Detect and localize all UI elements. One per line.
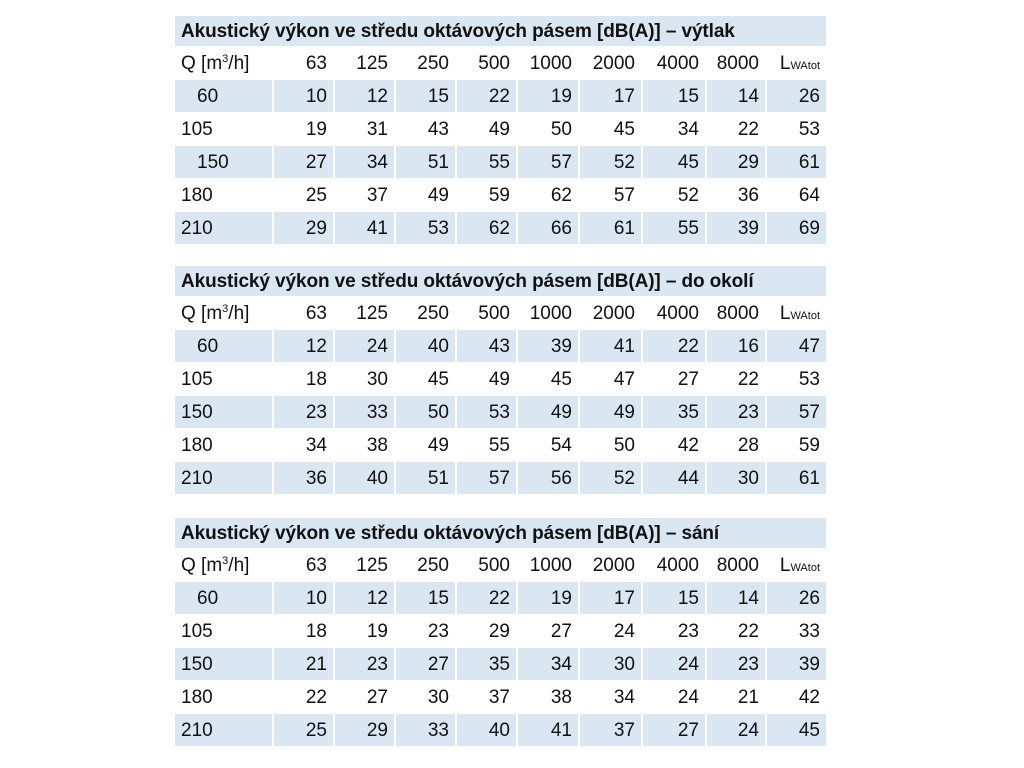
q-value: 180 [181,185,213,206]
value-cell: 23 [677,621,699,642]
table-row [175,648,826,680]
value-cell: 51 [396,462,455,494]
value-cell: 30 [580,648,641,680]
value-cell: 39 [767,648,826,680]
value-cell: 66 [518,212,578,244]
table-header-row [175,297,826,329]
acoustic-table-vytlak [175,16,826,244]
value-cell: 51 [396,146,455,178]
header-4000: 4000 [656,303,699,324]
value-cell: 27 [396,648,455,680]
value-cell: 37 [488,687,510,708]
q-value: 60 [175,80,272,112]
q-value: 210 [175,462,272,494]
header-2000: 2000 [592,303,635,324]
value-cell: 22 [737,621,759,642]
value-cell: 19 [305,119,327,140]
value-cell: 26 [767,80,826,112]
q-value: 105 [181,621,213,642]
value-cell: 54 [550,435,572,456]
header-125: 125 [356,303,388,324]
header-2000: 2000 [592,555,635,576]
header-1000: 1000 [529,555,572,576]
value-cell: 33 [396,714,455,746]
value-cell: 41 [335,212,394,244]
table-row [175,462,826,494]
value-cell: 59 [798,435,820,456]
value-cell: 34 [677,119,699,140]
value-cell: 37 [580,714,641,746]
value-cell: 57 [767,396,826,428]
value-cell: 30 [366,369,388,390]
value-cell: 57 [457,462,516,494]
q-value: 180 [181,687,213,708]
q-value: 60 [175,582,272,614]
table-title: Akustický výkon ve středu oktávových pásem [dB(A)] – sání [175,518,826,548]
value-cell: 25 [305,185,327,206]
value-cell: 25 [274,714,333,746]
value-cell: 50 [396,396,455,428]
q-value: 210 [175,714,272,746]
value-cell: 14 [707,582,765,614]
value-cell: 43 [427,119,449,140]
table-row [175,396,826,428]
value-cell: 64 [798,185,820,206]
value-cell: 36 [274,462,333,494]
q-value: 180 [181,435,213,456]
value-cell: 49 [518,396,578,428]
value-cell: 12 [274,330,333,362]
value-cell: 55 [457,146,516,178]
value-cell: 34 [305,435,327,456]
value-cell: 40 [457,714,516,746]
table-header-row [175,549,826,581]
value-cell: 10 [274,80,333,112]
q-value: 210 [175,212,272,244]
value-cell: 22 [457,582,516,614]
value-cell: 49 [427,435,449,456]
table-title: Akustický výkon ve středu oktávových pásem [dB(A)] – do okolí [175,266,826,296]
value-cell: 30 [427,687,449,708]
value-cell: 24 [677,687,699,708]
value-cell: 45 [643,146,705,178]
value-cell: 22 [737,119,759,140]
header-63: 63 [305,303,327,324]
value-cell: 55 [643,212,705,244]
table-row [175,80,826,112]
table-header-row [175,47,826,79]
value-cell: 17 [580,80,641,112]
acoustic-table-sani [175,518,826,746]
q-value: 150 [175,648,272,680]
value-cell: 23 [427,621,449,642]
value-cell: 22 [643,330,705,362]
value-cell: 45 [550,369,572,390]
value-cell: 62 [457,212,516,244]
value-cell: 22 [737,369,759,390]
value-cell: 61 [580,212,641,244]
value-cell: 62 [550,185,572,206]
value-cell: 40 [396,330,455,362]
header-8000: 8000 [716,555,759,576]
value-cell: 40 [335,462,394,494]
header-250: 250 [417,53,449,74]
header-lwatot: LWAtot [779,53,820,74]
header-125: 125 [356,555,388,576]
header-8000: 8000 [716,53,759,74]
header-4000: 4000 [656,53,699,74]
header-500: 500 [478,53,510,74]
value-cell: 24 [643,648,705,680]
header-250: 250 [417,555,449,576]
q-value: 150 [175,146,272,178]
table-row [175,582,826,614]
value-cell: 44 [643,462,705,494]
header-q: Q $[m^3/h]$ [181,303,250,324]
value-cell: 61 [767,146,826,178]
value-cell: 16 [707,330,765,362]
value-cell: 27 [274,146,333,178]
q-value: 105 [181,119,213,140]
header-4000: 4000 [656,555,699,576]
value-cell: 26 [767,582,826,614]
value-cell: 23 [707,396,765,428]
table-row [175,212,826,244]
value-cell: 33 [335,396,394,428]
value-cell: 33 [798,621,820,642]
header-8000: 8000 [716,303,759,324]
value-cell: 27 [366,687,388,708]
value-cell: 22 [457,80,516,112]
value-cell: 12 [335,80,394,112]
value-cell: 50 [613,435,635,456]
value-cell: 38 [366,435,388,456]
value-cell: 24 [613,621,635,642]
value-cell: 15 [643,582,705,614]
value-cell: 35 [643,396,705,428]
value-cell: 56 [518,462,578,494]
value-cell: 49 [488,369,510,390]
table-title: Akustický výkon ve středu oktávových pásem [dB(A)] – výtlak [175,16,826,46]
value-cell: 24 [335,330,394,362]
value-cell: 24 [707,714,765,746]
value-cell: 21 [274,648,333,680]
table-row [175,615,826,647]
value-cell: 22 [305,687,327,708]
value-cell: 15 [396,80,455,112]
q-value: 150 [175,396,272,428]
value-cell: 41 [580,330,641,362]
value-cell: 23 [335,648,394,680]
header-63: 63 [305,555,327,576]
value-cell: 69 [767,212,826,244]
header-2000: 2000 [592,53,635,74]
q-value: 105 [181,369,213,390]
header-1000: 1000 [529,53,572,74]
value-cell: 17 [580,582,641,614]
value-cell: 14 [707,80,765,112]
value-cell: 10 [274,582,333,614]
value-cell: 53 [396,212,455,244]
value-cell: 53 [457,396,516,428]
value-cell: 57 [518,146,578,178]
value-cell: 50 [550,119,572,140]
value-cell: 12 [335,582,394,614]
value-cell: 43 [457,330,516,362]
value-cell: 15 [643,80,705,112]
value-cell: 23 [707,648,765,680]
value-cell: 45 [427,369,449,390]
value-cell: 29 [335,714,394,746]
value-cell: 23 [274,396,333,428]
q-value: 60 [175,330,272,362]
value-cell: 18 [305,369,327,390]
value-cell: 34 [335,146,394,178]
value-cell: 39 [707,212,765,244]
acoustic-table-do-okoli [175,266,826,494]
value-cell: 57 [613,185,635,206]
header-lwatot: LWAtot [779,555,820,576]
header-63: 63 [305,53,327,74]
table-row [175,714,826,746]
value-cell: 42 [677,435,699,456]
value-cell: 30 [707,462,765,494]
header-500: 500 [478,555,510,576]
header-250: 250 [417,303,449,324]
value-cell: 52 [580,462,641,494]
value-cell: 29 [274,212,333,244]
value-cell: 34 [518,648,578,680]
value-cell: 52 [677,185,699,206]
value-cell: 29 [707,146,765,178]
value-cell: 29 [488,621,510,642]
table-row [175,363,826,395]
value-cell: 49 [488,119,510,140]
value-cell: 19 [366,621,388,642]
value-cell: 21 [737,687,759,708]
value-cell: 59 [488,185,510,206]
value-cell: 53 [798,119,820,140]
value-cell: 49 [427,185,449,206]
table-row [175,681,826,713]
value-cell: 55 [488,435,510,456]
value-cell: 34 [613,687,635,708]
value-cell: 19 [518,80,578,112]
value-cell: 37 [366,185,388,206]
value-cell: 31 [366,119,388,140]
value-cell: 52 [580,146,641,178]
value-cell: 45 [613,119,635,140]
value-cell: 38 [550,687,572,708]
header-lwatot: LWAtot [779,303,820,324]
value-cell: 19 [518,582,578,614]
header-500: 500 [478,303,510,324]
value-cell: 28 [737,435,759,456]
header-q: Q $[m^3/h]$ [181,555,250,576]
table-row [175,146,826,178]
value-cell: 53 [798,369,820,390]
value-cell: 45 [767,714,826,746]
header-125: 125 [356,53,388,74]
value-cell: 27 [643,714,705,746]
table-row [175,429,826,461]
value-cell: 18 [305,621,327,642]
value-cell: 39 [518,330,578,362]
value-cell: 15 [396,582,455,614]
value-cell: 61 [767,462,826,494]
value-cell: 47 [767,330,826,362]
table-row [175,330,826,362]
header-1000: 1000 [529,303,572,324]
value-cell: 42 [798,687,820,708]
value-cell: 49 [580,396,641,428]
table-row [175,179,826,211]
value-cell: 41 [518,714,578,746]
value-cell: 27 [677,369,699,390]
value-cell: 47 [613,369,635,390]
value-cell: 36 [737,185,759,206]
value-cell: 35 [457,648,516,680]
table-row [175,113,826,145]
header-q: Q $[m^3/h]$ [181,53,250,74]
value-cell: 27 [550,621,572,642]
